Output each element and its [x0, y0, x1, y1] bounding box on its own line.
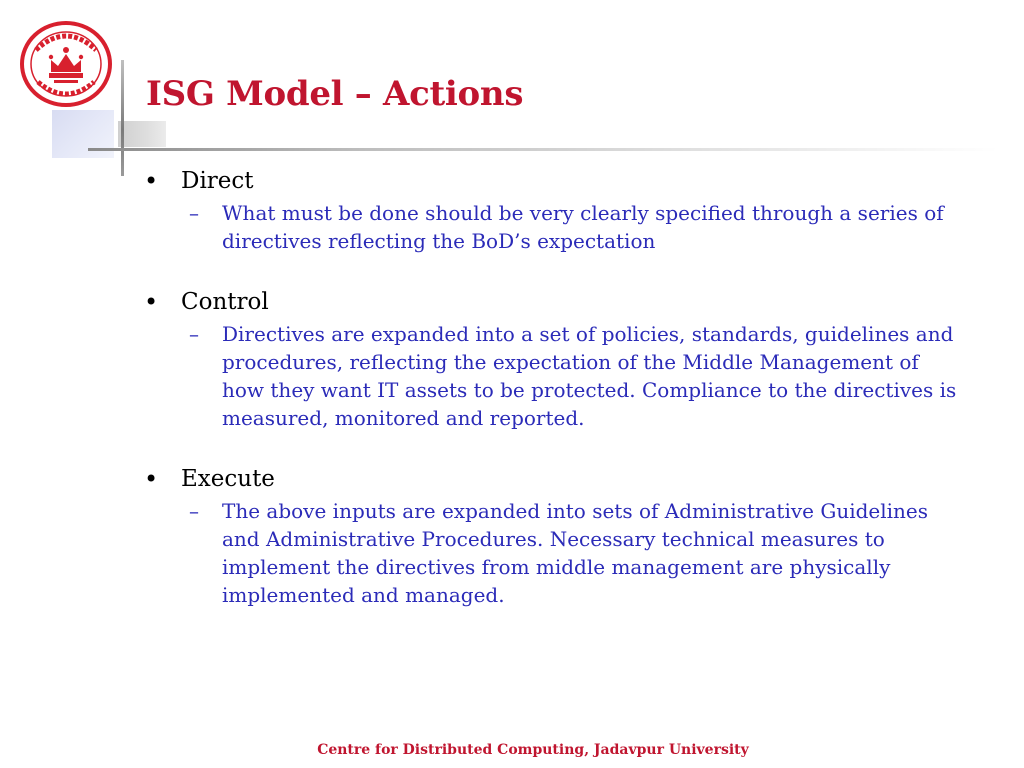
- decorative-block-gray: [118, 121, 166, 147]
- bullet-label: Control: [181, 289, 269, 315]
- bullet-label: Direct: [181, 168, 254, 194]
- bullet-item-control: [140, 285, 970, 432]
- bullet-marker: •: [144, 288, 159, 316]
- sub-bullet-row: [189, 497, 970, 609]
- bullet-row: [140, 285, 970, 319]
- sub-bullet-marker: –: [189, 322, 199, 346]
- decorative-horizontal-line: [88, 148, 998, 151]
- bullet-item-direct: [140, 164, 970, 255]
- sub-bullet-text: The above inputs are expanded into sets of Administrative Guidelines and Administrative Procedures. Necessary technical measures to implement the directives from middle management are physically implemented and managed.: [222, 499, 929, 607]
- sub-bullet-row: [189, 199, 970, 255]
- bullet-row: [140, 164, 970, 198]
- sub-bullet-marker: –: [189, 201, 199, 225]
- sub-bullet-text: Directives are expanded into a set of policies, standards, guidelines and procedures, reflecting the expectation of the Middle Management of how they want IT assets to be protected. Compliance to the directives is measured, monitored and reported.: [222, 322, 957, 430]
- sub-bullet-row: [189, 320, 970, 432]
- bullet-list: [140, 164, 970, 639]
- sub-bullet-text: What must be done should be very clearly specified through a series of directives reflecting the BoD’s expectation: [222, 201, 944, 253]
- bullet-marker: •: [144, 167, 159, 195]
- sub-bullet-marker: –: [189, 499, 199, 523]
- bullet-row: [140, 462, 970, 496]
- bullet-item-execute: [140, 462, 970, 609]
- slide-footer: Centre for Distributed Computing, Jadavpur University: [317, 742, 749, 758]
- bullet-label: Execute: [181, 466, 275, 492]
- bullet-marker: •: [144, 465, 159, 493]
- slide-title: ISG Model – Actions: [146, 74, 524, 114]
- decorative-vertical-line: [121, 60, 124, 176]
- jadavpur-university-seal-icon: [18, 20, 114, 108]
